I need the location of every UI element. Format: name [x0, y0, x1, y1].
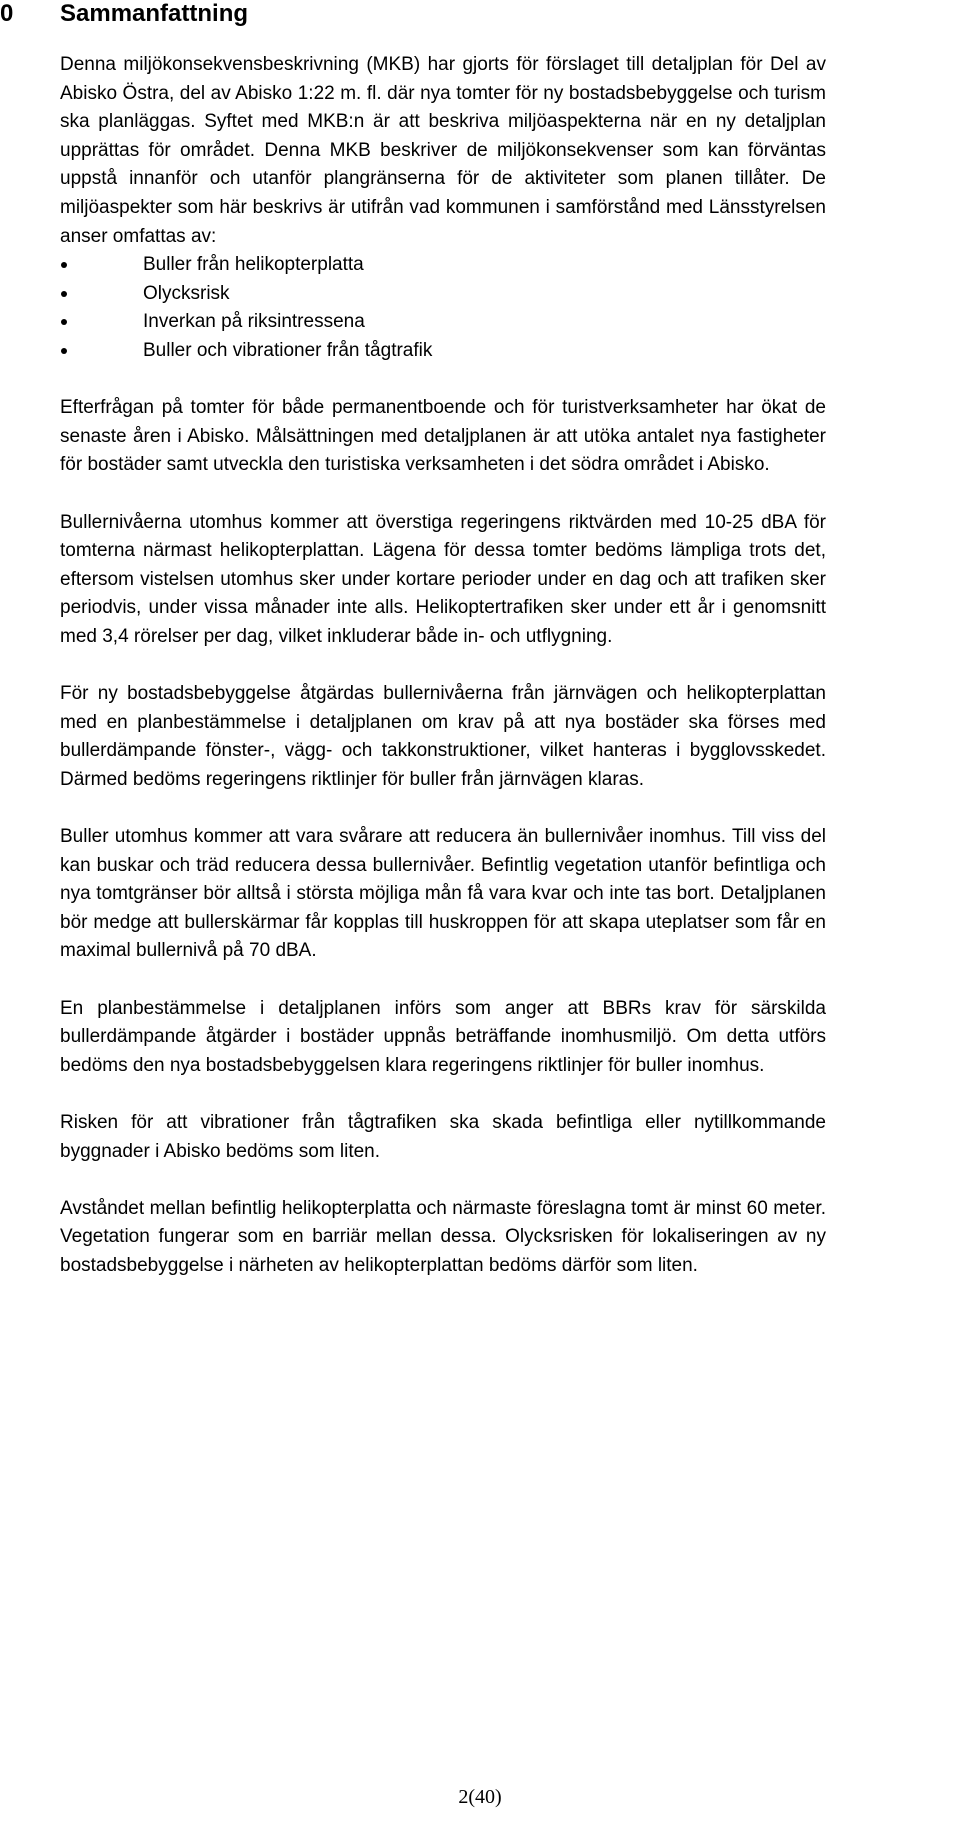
paragraph: Bullernivåerna utomhus kommer att överstiga regeringens riktvärden med 10-25 dBA för tomterna närmast helikopterplattan. Lägena för dessa tomter bedöms lämpliga trots det, eftersom vistelsen utomhus sker under kortare perioder under en dag och att trafiken sker periodvis, under vissa månader inte alls. Helikoptertrafiken sker under ett år i genomsnitt med 3,4 rörelser per dag, vilket inkluderar både in- och utflygning.: [60, 511, 826, 647]
list-item-text: Buller och vibrationer från tågtrafik: [143, 339, 433, 361]
aspect-list: [60, 251, 826, 365]
paragraph: Buller utomhus kommer att vara svårare att reducera än bullernivåer inomhus. Till viss del kan buskar och träd reducera dessa bullernivåer. Befintlig vegetation utanför befintliga och nya tomtgränser bör alltså i största möjliga mån få vara kvar och inte tas bort. Detaljplanen bör medge att bullerskärmar får kopplas till huskroppen för att skapa uteplatser som får en maximal bullernivå på 70 dBA.: [60, 826, 826, 962]
list-item: [60, 337, 826, 366]
paragraph: Efterfrågan på tomter för både permanentboende och för turistverksamheter har ökat de senaste åren i Abisko. Målsättningen med detaljplanen är att utöka antalet nya fastigheter för bostäder samt utveckla den turistiska verksamheten i det södra området i Abisko.: [60, 397, 826, 476]
list-item: [60, 251, 826, 280]
bullet-icon: [61, 319, 67, 325]
paragraph: En planbestämmelse i detaljplanen införs som anger att BBRs krav för särskilda bullerdämpande åtgärder i bostäder uppnås beträffande inomhusmiljö. Om detta utförs bedöms den nya bostadsbebyggelsen klara regeringens riktlinjer för buller inomhus.: [60, 997, 826, 1076]
document-body: [60, 51, 826, 1281]
page-number: 2(40): [458, 1786, 502, 1808]
list-item-text: Olycksrisk: [143, 282, 230, 304]
bullet-icon: [61, 348, 67, 354]
paragraph: Avståndet mellan befintlig helikopterplatta och närmaste föreslagna tomt är minst 60 meter. Vegetation fungerar som en barriär mellan dessa. Olycksrisken för lokaliseringen av ny bostadsbebyggelse i närheten av helikopterplattan bedöms därför som liten.: [60, 1197, 826, 1276]
list-item-text: Inverkan på riksintressena: [143, 311, 365, 333]
paragraph: Risken för att vibrationer från tågtrafiken ska skada befintliga eller nytillkommande byggnader i Abisko bedöms som liten.: [60, 1111, 826, 1162]
section-heading: [0, 0, 248, 28]
list-item-text: Buller från helikopterplatta: [143, 254, 364, 276]
list-item: [60, 280, 826, 309]
intro-paragraph: Denna miljökonsekvensbeskrivning (MKB) har gjorts för förslaget till detaljplan för Del av Abisko Östra, del av Abisko 1:22 m. fl. där nya tomter för ny bostadsbebyggelse och turism ska planläggas. Syftet med MKB:n är att beskriva miljöaspekterna när en ny detaljplan upprättas för området. Denna MKB beskriver de miljökonsekvenser som kan förväntas uppstå innanför och utanför plangränserna för de aktiviteter som planen tillåter. De miljöaspekter som här beskrivs är utifrån vad kommunen i samförstånd med Länsstyrelsen anser omfattas av:: [60, 54, 826, 247]
section-number: 0: [0, 0, 14, 27]
section-title: Sammanfattning: [60, 0, 249, 27]
list-item: [60, 308, 826, 337]
bullet-icon: [61, 262, 67, 268]
paragraph: För ny bostadsbebyggelse åtgärdas bullernivåerna från järnvägen och helikopterplattan med en planbestämmelse i detaljplanen om krav på att nya bostäder ska förses med bullerdämpande fönster-, vägg- och takkonstruktioner, vilket hanteras i bygglovsskedet. Därmed bedöms regeringens riktlinjer för buller från järnvägen klaras.: [60, 683, 826, 790]
bullet-icon: [61, 291, 67, 297]
